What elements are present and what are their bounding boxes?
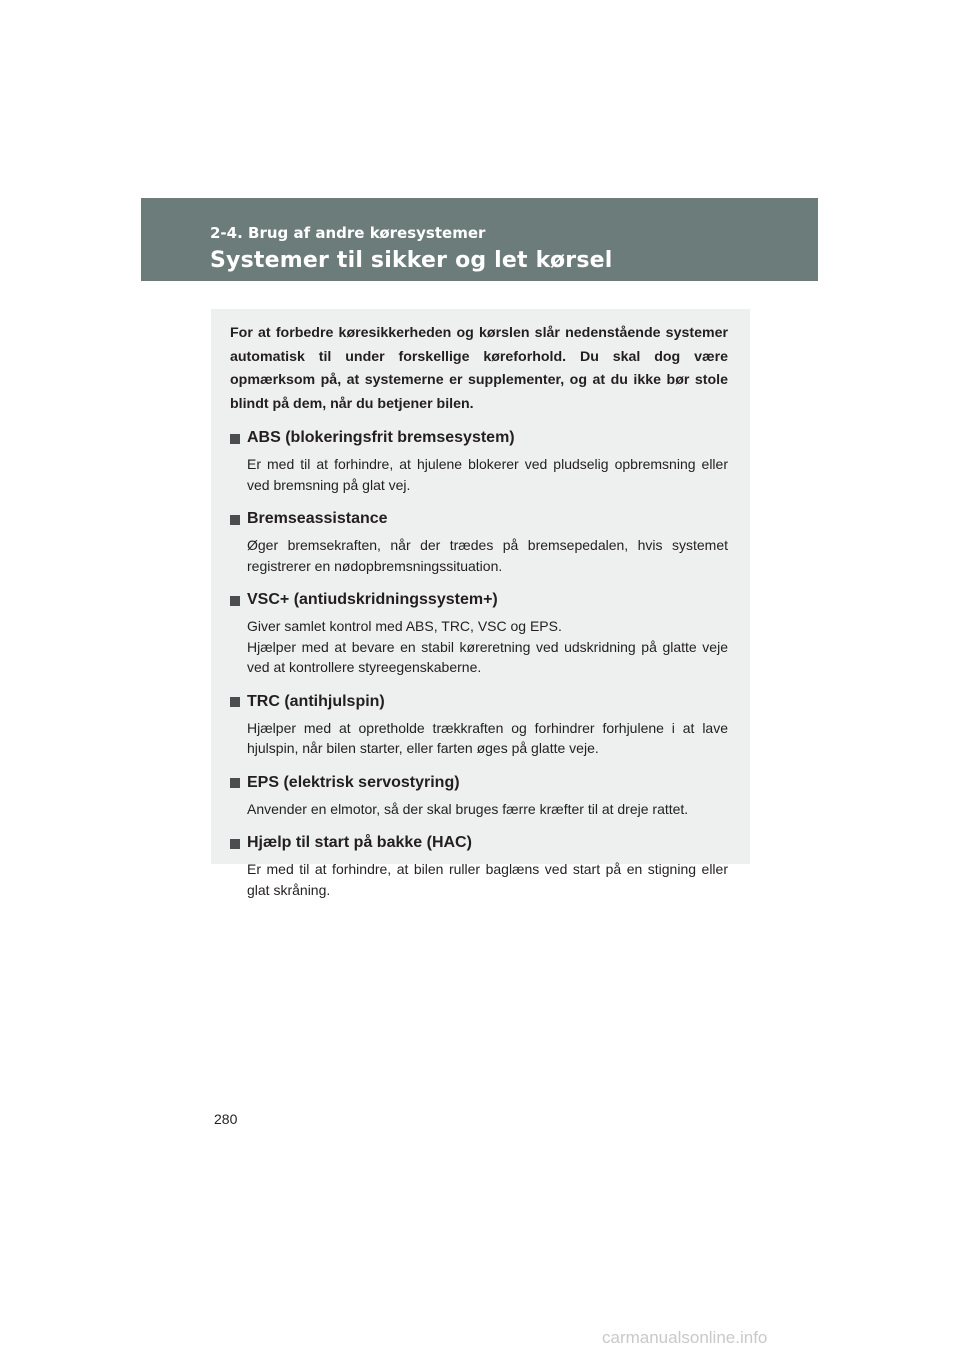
square-bullet-icon <box>230 839 240 849</box>
item-description <box>247 535 728 576</box>
item-description <box>247 454 728 495</box>
item-text: Øger bremsekraften, når der trædes på bremsepedalen, hvis systemet registrerer en nødopbremsningssituation. <box>247 537 728 574</box>
list-item-vsc <box>230 589 728 678</box>
list-item-abs <box>230 427 728 495</box>
item-title: Bremseassistance <box>247 510 388 527</box>
intro-paragraph: For at forbedre køresikkerheden og kørslen slår nedenstående systemer automatisk til under forskellige køreforhold. Du skal dog være opmærksom på, at systemerne er supplementer, og at du ikke bør stole blindt på dem, når du betjener bilen. <box>230 325 728 412</box>
list-item-bremseassistance <box>230 508 728 576</box>
item-text: Er med til at forhindre, at bilen ruller baglæns ved start på en stigning eller glat skråning. <box>247 861 728 898</box>
item-text: Hjælper med at opretholde trækkraften og forhindrer forhjulene i at lave hjulspin, når bilen starter, eller farten øges på glatte veje. <box>247 719 728 756</box>
content-box <box>211 309 750 898</box>
item-text: Anvender en elmotor, så der skal bruges færre kræfter til at dreje rattet. <box>247 800 689 817</box>
chapter-header <box>141 198 818 281</box>
item-description <box>247 859 728 900</box>
item-description <box>247 799 728 820</box>
item-description <box>247 616 728 678</box>
section-label: 2-4. Brug af andre køresystemer <box>210 224 486 242</box>
list-item-hac <box>230 832 728 900</box>
page-title: Systemer til sikker og let kørsel <box>210 248 613 273</box>
list-item-eps <box>230 772 728 820</box>
page-number: 280 <box>214 1111 238 1127</box>
item-text: Hjælper med at bevare en stabil køreretning ved udskridning på glatte veje ved at kontrollere styreegenskaberne. <box>247 638 728 675</box>
square-bullet-icon <box>230 596 240 606</box>
square-bullet-icon <box>230 778 240 788</box>
item-title: Hjælp til start på bakke (HAC) <box>247 834 472 851</box>
watermark: carmanualsonline.info <box>602 1328 768 1347</box>
square-bullet-icon <box>230 434 240 444</box>
item-description <box>247 718 728 759</box>
square-bullet-icon <box>230 697 240 707</box>
item-title: EPS (elektrisk servostyring) <box>247 773 460 791</box>
item-text: Er med til at forhindre, at hjulene blokerer ved pludselig opbremsning eller ved bremsning på glat vej. <box>247 456 728 493</box>
item-title: ABS (blokeringsfrit bremsesystem) <box>247 429 515 446</box>
item-title: TRC (antihjulspin) <box>247 692 385 710</box>
list-item-trc <box>230 691 728 759</box>
square-bullet-icon <box>230 515 240 525</box>
item-title: VSC+ (antiudskridningssystem+) <box>247 591 498 608</box>
item-text: Giver samlet kontrol med ABS, TRC, VSC og EPS. <box>247 618 562 634</box>
